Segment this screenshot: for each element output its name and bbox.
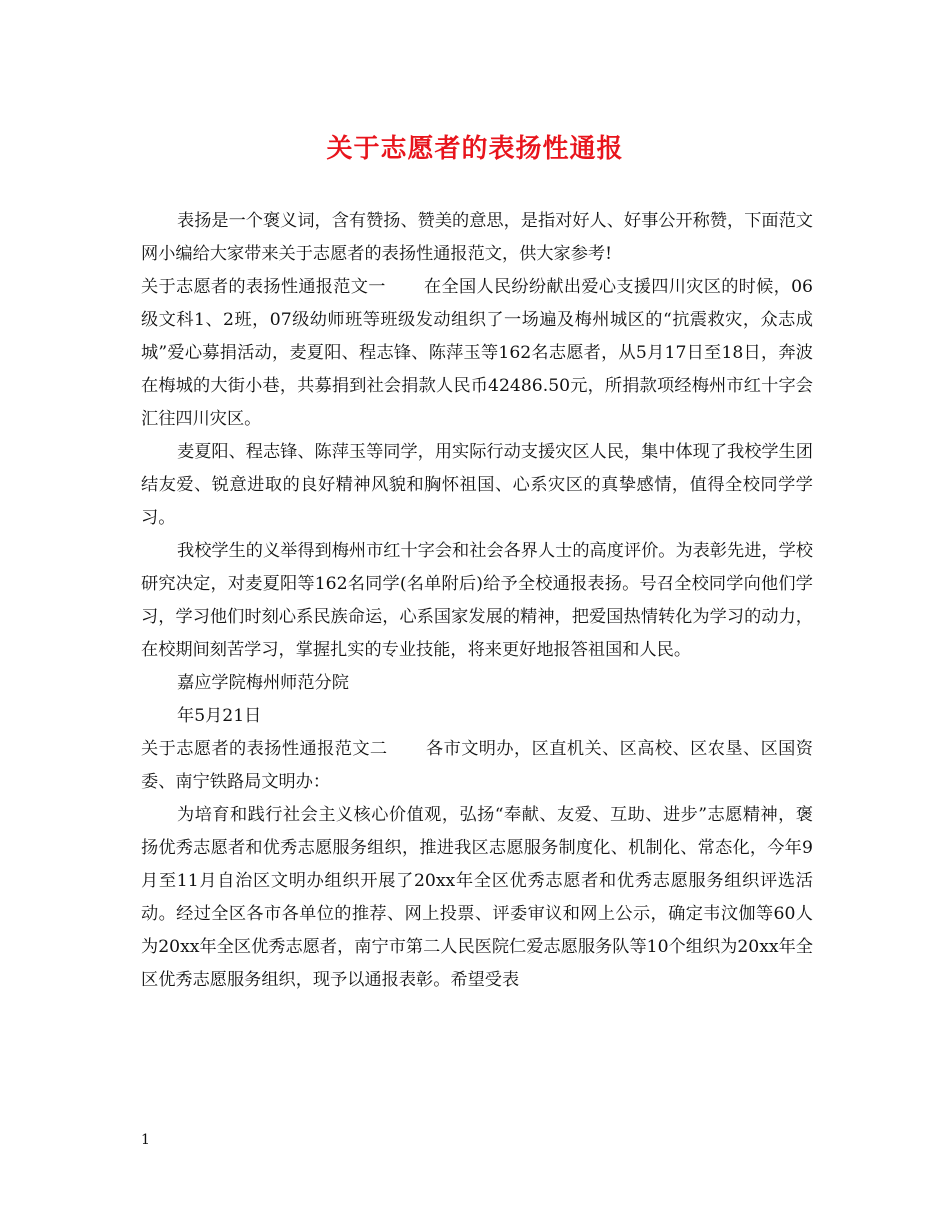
sample1-paragraph-3: 我校学生的义举得到梅州市红十字会和社会各界人士的高度评价。为表彰先进，学校研究决定，对麦夏阳等162名同学(名单附后)给予全校通报表扬。号召全校同学向他们学习，学习他们时刻心系民族命运，心系国家发展的精神，把爱国热情转化为学习的动力，在校期间刻苦学习，掌握扎实的专业技能，将来更好地报答祖国和人民。	[141, 541, 813, 660]
document-title: 关于志愿者的表扬性通报	[326, 134, 624, 164]
sample2-first-paragraph	[141, 733, 813, 799]
sample1-signature: 嘉应学院梅州师范分院	[177, 673, 349, 693]
sample2-heading: 关于志愿者的表扬性通报范文二	[141, 739, 388, 759]
sample1-first-paragraph	[141, 271, 813, 436]
intro-paragraph: 表扬是一个褒义词，含有赞扬、赞美的意思，是指对好人、好事公开称赞，下面范文网小编给大家带来关于志愿者的表扬性通报范文，供大家参考!	[141, 211, 813, 264]
document-body	[141, 205, 813, 997]
sample2-paragraph-1: 为培育和践行社会主义核心价值观，弘扬“奉献、友爱、互助、进步”志愿精神，褒扬优秀志愿者和优秀志愿服务组织，推进我区志愿服务制度化、机制化、常态化，今年9月至11月自治区文明办组织开展了20xx年全区优秀志愿者和优秀志愿服务组织评选活动。经过全区各市各单位的推荐、网上投票、评委审议和网上公示，确定韦汶伽等60人为20xx年全区优秀志愿者，南宁市第二人民医院仁爱志愿服务队等10个组织为20xx年全区优秀志愿服务组织，现予以通报表彰。希望受表	[141, 805, 813, 990]
page-number: 1	[141, 1132, 150, 1148]
sample1-date: 年5月21日	[177, 706, 262, 726]
sample2-addressee: 各市文明办，区直机关、区高校、区农垦、区国资委、南宁铁路局文明办：	[141, 739, 813, 792]
sample1-paragraph-1: 在全国人民纷纷献出爱心支援四川灾区的时候，06级文科1、2班，07级幼师班等班级发动组织了一场遍及梅州城区的“抗震救灾，众志成城”爱心募捐活动，麦夏阳、程志锋、陈萍玉等162名志愿者，从5月17日至18日，奔波在梅城的大街小巷，共募捐到社会捐款人民币42486.50元，所捐款项经梅州市红十字会汇往四川灾区。	[141, 277, 813, 429]
sample1-paragraph-2: 麦夏阳、程志锋、陈萍玉等同学，用实际行动支援灾区人民，集中体现了我校学生团结友爱、锐意进取的良好精神风貌和胸怀祖国、心系灾区的真挚感情，值得全校同学学习。	[141, 442, 813, 528]
sample1-heading: 关于志愿者的表扬性通报范文一	[141, 277, 386, 297]
